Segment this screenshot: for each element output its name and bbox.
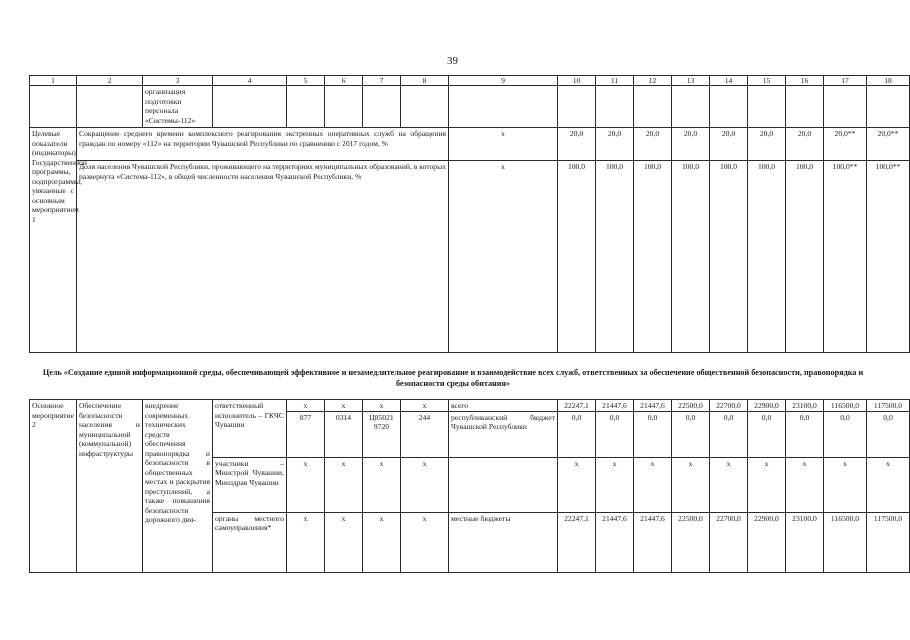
indicator-cell: x — [449, 161, 558, 353]
column-number: 4 — [213, 76, 287, 86]
column-number: 18 — [867, 76, 910, 86]
finance-value: x — [786, 457, 824, 512]
indicator-value: 20,0 — [672, 128, 710, 161]
funding-source: местные бюджеты — [449, 512, 558, 572]
budget-code: x — [287, 457, 325, 512]
indicator-value: 20,0 — [558, 128, 596, 161]
indicator-value: 100,0 — [786, 161, 824, 353]
indicator-value: 100,0 — [748, 161, 786, 353]
finance-value: 22247,1 — [558, 400, 596, 412]
continued-measure-cell: организация подготовки персонала «Системы-112» — [143, 86, 213, 128]
column-number: 3 — [143, 76, 213, 86]
continuation-row — [30, 86, 910, 128]
budget-code: x — [401, 457, 449, 512]
finance-value: 116500,0 — [824, 512, 867, 572]
funding-source: всего — [449, 400, 558, 412]
indicator-row — [30, 161, 910, 353]
column-number: 11 — [596, 76, 634, 86]
column-number: 16 — [786, 76, 824, 86]
indicators-table — [29, 75, 910, 353]
finance-value: 0,0 — [672, 411, 710, 457]
finance-value: 22500,0 — [672, 400, 710, 412]
indicators-label: Целевые показатели (индикаторы) Государственной программы, подпрограммы, увязанные с основным мероприятием 1 — [30, 128, 77, 353]
finance-value: x — [710, 457, 748, 512]
finance-value: 22700,0 — [710, 512, 748, 572]
finance-value: 0,0 — [786, 411, 824, 457]
indicator-value: 20,0 — [710, 128, 748, 161]
finance-value: 23100,0 — [786, 400, 824, 412]
column-number: 15 — [748, 76, 786, 86]
indicator-value: 20,0 — [748, 128, 786, 161]
indicator-value: 20,0 — [596, 128, 634, 161]
budget-code: 877 — [287, 411, 325, 457]
budget-code: x — [363, 512, 401, 572]
budget-code: x — [325, 400, 363, 412]
finance-value: 22700,0 — [710, 400, 748, 412]
indicator-value: 100,0 — [710, 161, 748, 353]
column-number: 10 — [558, 76, 596, 86]
budget-code: 0314 — [325, 411, 363, 457]
finance-value: 0,0 — [596, 411, 634, 457]
budget-code: x — [401, 400, 449, 412]
finance-value: 117500,0 — [867, 512, 910, 572]
indicator-text: Сокращение среднего времени комплексного реагирования экстренных оперативных служб на обращения граждан по номеру «112» на территории Чувашской Республики по сравнению с 2017 годом, % — [77, 128, 449, 161]
budget-code: x — [287, 512, 325, 572]
finance-value: x — [824, 457, 867, 512]
funding-source — [449, 457, 558, 512]
indicator-value: 20,0** — [867, 128, 910, 161]
indicator-value: 100,0 — [672, 161, 710, 353]
finance-value: 0,0 — [710, 411, 748, 457]
finance-value: x — [867, 457, 910, 512]
finance-value: x — [634, 457, 672, 512]
measure-table — [29, 399, 910, 573]
measure-description: внедрение современных технических средств обеспечения правопорядка и безопасности в общественных местах и раскрытия преступлений, а также повышения безопасности дорожного дви- — [143, 400, 213, 573]
indicator-value: 100,0** — [824, 161, 867, 353]
column-number: 12 — [634, 76, 672, 86]
column-number: 17 — [824, 76, 867, 86]
finance-value: x — [558, 457, 596, 512]
indicator-value: 20,0 — [634, 128, 672, 161]
finance-row — [30, 400, 910, 412]
indicator-value: 100,0 — [558, 161, 596, 353]
column-number: 8 — [401, 76, 449, 86]
indicator-text: Доля населения Чувашской Республики, проживающего на территориях муниципальных образований, в которых развернута «Система-112», в общей численности населения Чувашской Республики, % — [77, 161, 449, 353]
finance-value: 21447,6 — [596, 400, 634, 412]
column-number-row — [30, 76, 910, 86]
budget-code: 244 — [401, 411, 449, 457]
indicator-value: 100,0 — [596, 161, 634, 353]
finance-value: x — [672, 457, 710, 512]
finance-value: 22247,1 — [558, 512, 596, 572]
budget-code: x — [325, 512, 363, 572]
executor-cell: органы местного самоуправления* — [213, 512, 287, 572]
column-number: 6 — [325, 76, 363, 86]
finance-value: 117500,0 — [867, 400, 910, 412]
finance-value: 21447,6 — [634, 512, 672, 572]
finance-value: 22900,0 — [748, 400, 786, 412]
column-number: 1 — [30, 76, 77, 86]
finance-value: 21447,6 — [634, 400, 672, 412]
column-number: 2 — [77, 76, 143, 86]
budget-code: x — [363, 400, 401, 412]
finance-value: 0,0 — [634, 411, 672, 457]
budget-code: x — [287, 400, 325, 412]
finance-value: 0,0 — [824, 411, 867, 457]
measure-purpose: Обеспечение безопасности населения и муниципальной (коммунальной) инфраструктуры — [77, 400, 143, 573]
indicator-value: 20,0** — [824, 128, 867, 161]
indicator-cell: x — [449, 128, 558, 161]
measure-title: Основное мероприятие 2 — [30, 400, 77, 573]
budget-code: Ц85021 9720 — [363, 411, 401, 457]
column-number: 14 — [710, 76, 748, 86]
indicator-row — [30, 128, 910, 161]
indicator-value: 20,0 — [786, 128, 824, 161]
budget-code: x — [325, 457, 363, 512]
executor-cell: ответственный исполнитель – ГКЧС Чувашии — [213, 400, 287, 458]
finance-value: 116500,0 — [824, 400, 867, 412]
funding-source: республиканский бюджет Чувашской Республики — [449, 411, 558, 457]
finance-value: 22500,0 — [672, 512, 710, 572]
page-number: 39 — [447, 55, 458, 67]
column-number: 5 — [287, 76, 325, 86]
finance-value: 0,0 — [748, 411, 786, 457]
executor-cell: участники – Минстрой Чувашии, Минздрав Чувашии — [213, 457, 287, 512]
column-number: 9 — [449, 76, 558, 86]
finance-value: 0,0 — [558, 411, 596, 457]
finance-value: 0,0 — [867, 411, 910, 457]
finance-value: 21447,6 — [596, 512, 634, 572]
indicator-value: 100,0 — [634, 161, 672, 353]
finance-value: 22900,0 — [748, 512, 786, 572]
budget-code: x — [401, 512, 449, 572]
indicator-value: 100,0** — [867, 161, 910, 353]
finance-value: x — [748, 457, 786, 512]
column-number: 13 — [672, 76, 710, 86]
column-number: 7 — [363, 76, 401, 86]
goal-heading: Цель «Создание единой информационной среды, обеспечивающей эффективное и незамедлительное реагирование и взаимодействие всех служб, ответственных за обеспечение общественной безопасности, правопорядка и безопасности среды обитания» — [42, 368, 864, 388]
finance-value: x — [596, 457, 634, 512]
finance-value: 23100,0 — [786, 512, 824, 572]
budget-code: x — [363, 457, 401, 512]
